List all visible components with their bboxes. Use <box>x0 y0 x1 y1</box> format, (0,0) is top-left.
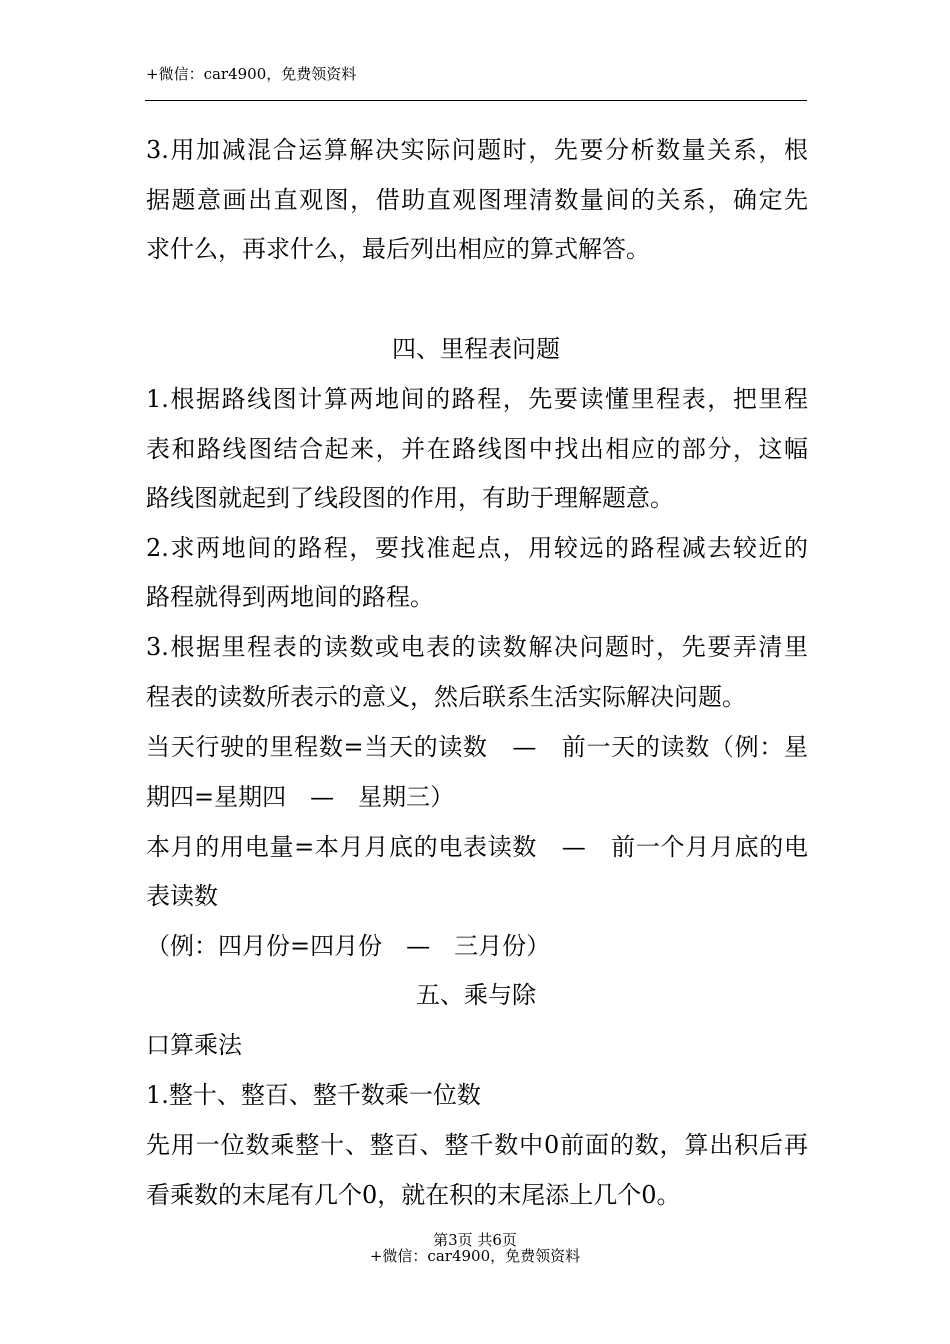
paragraph-line: 据题意画出直观图，借助直观图理清数量间的关系，确定先 <box>146 186 808 214</box>
paragraph-line: 看乘数的末尾有几个0，就在积的末尾添上几个0。 <box>146 1181 681 1209</box>
formula-line: 本月的用电量=本月月底的电表读数 — 前一个月月底的电 <box>146 833 808 861</box>
list-item-title: 1.整十、整百、整千数乘一位数 <box>146 1081 481 1109</box>
header-divider <box>145 100 807 101</box>
header-text: +微信：car4900，免费领资料 <box>146 65 357 83</box>
paragraph-line: 3.用加减混合运算解决实际问题时，先要分析数量关系，根 <box>146 136 808 164</box>
section-heading: 五、乘与除 <box>416 981 536 1009</box>
paragraph-line: 求什么，再求什么，最后列出相应的算式解答。 <box>146 235 650 263</box>
paragraph-line: 1.根据路线图计算两地间的路程，先要读懂里程表，把里程 <box>146 385 808 413</box>
subheading: 口算乘法 <box>146 1031 242 1059</box>
formula-line: 期四=星期四 — 星期三） <box>146 783 455 811</box>
paragraph-line: 2.求两地间的路程，要找准起点，用较远的路程减去较近的 <box>146 534 808 562</box>
example-line: （例：四月份=四月份 — 三月份） <box>146 932 551 960</box>
paragraph-line: 3.根据里程表的读数或电表的读数解决问题时，先要弄清里 <box>146 633 808 661</box>
formula-line: 表读数 <box>146 882 218 910</box>
paragraph-line: 先用一位数乘整十、整百、整千数中0前面的数，算出积后再 <box>146 1131 808 1159</box>
formula-line: 当天行驶的里程数=当天的读数 — 前一天的读数（例：星 <box>146 733 808 761</box>
paragraph-line: 表和路线图结合起来，并在路线图中找出相应的部分，这幅 <box>146 435 808 463</box>
paragraph-line: 路程就得到两地间的路程。 <box>146 583 434 611</box>
paragraph-line: 程表的读数所表示的意义，然后联系生活实际解决问题。 <box>146 683 746 711</box>
page-number: 第3页 共6页 <box>433 1231 517 1249</box>
section-heading: 四、里程表问题 <box>392 335 560 363</box>
paragraph-line: 路线图就起到了线段图的作用，有助于理解题意。 <box>146 484 674 512</box>
footer-text: +微信：car4900，免费领资料 <box>369 1247 581 1265</box>
